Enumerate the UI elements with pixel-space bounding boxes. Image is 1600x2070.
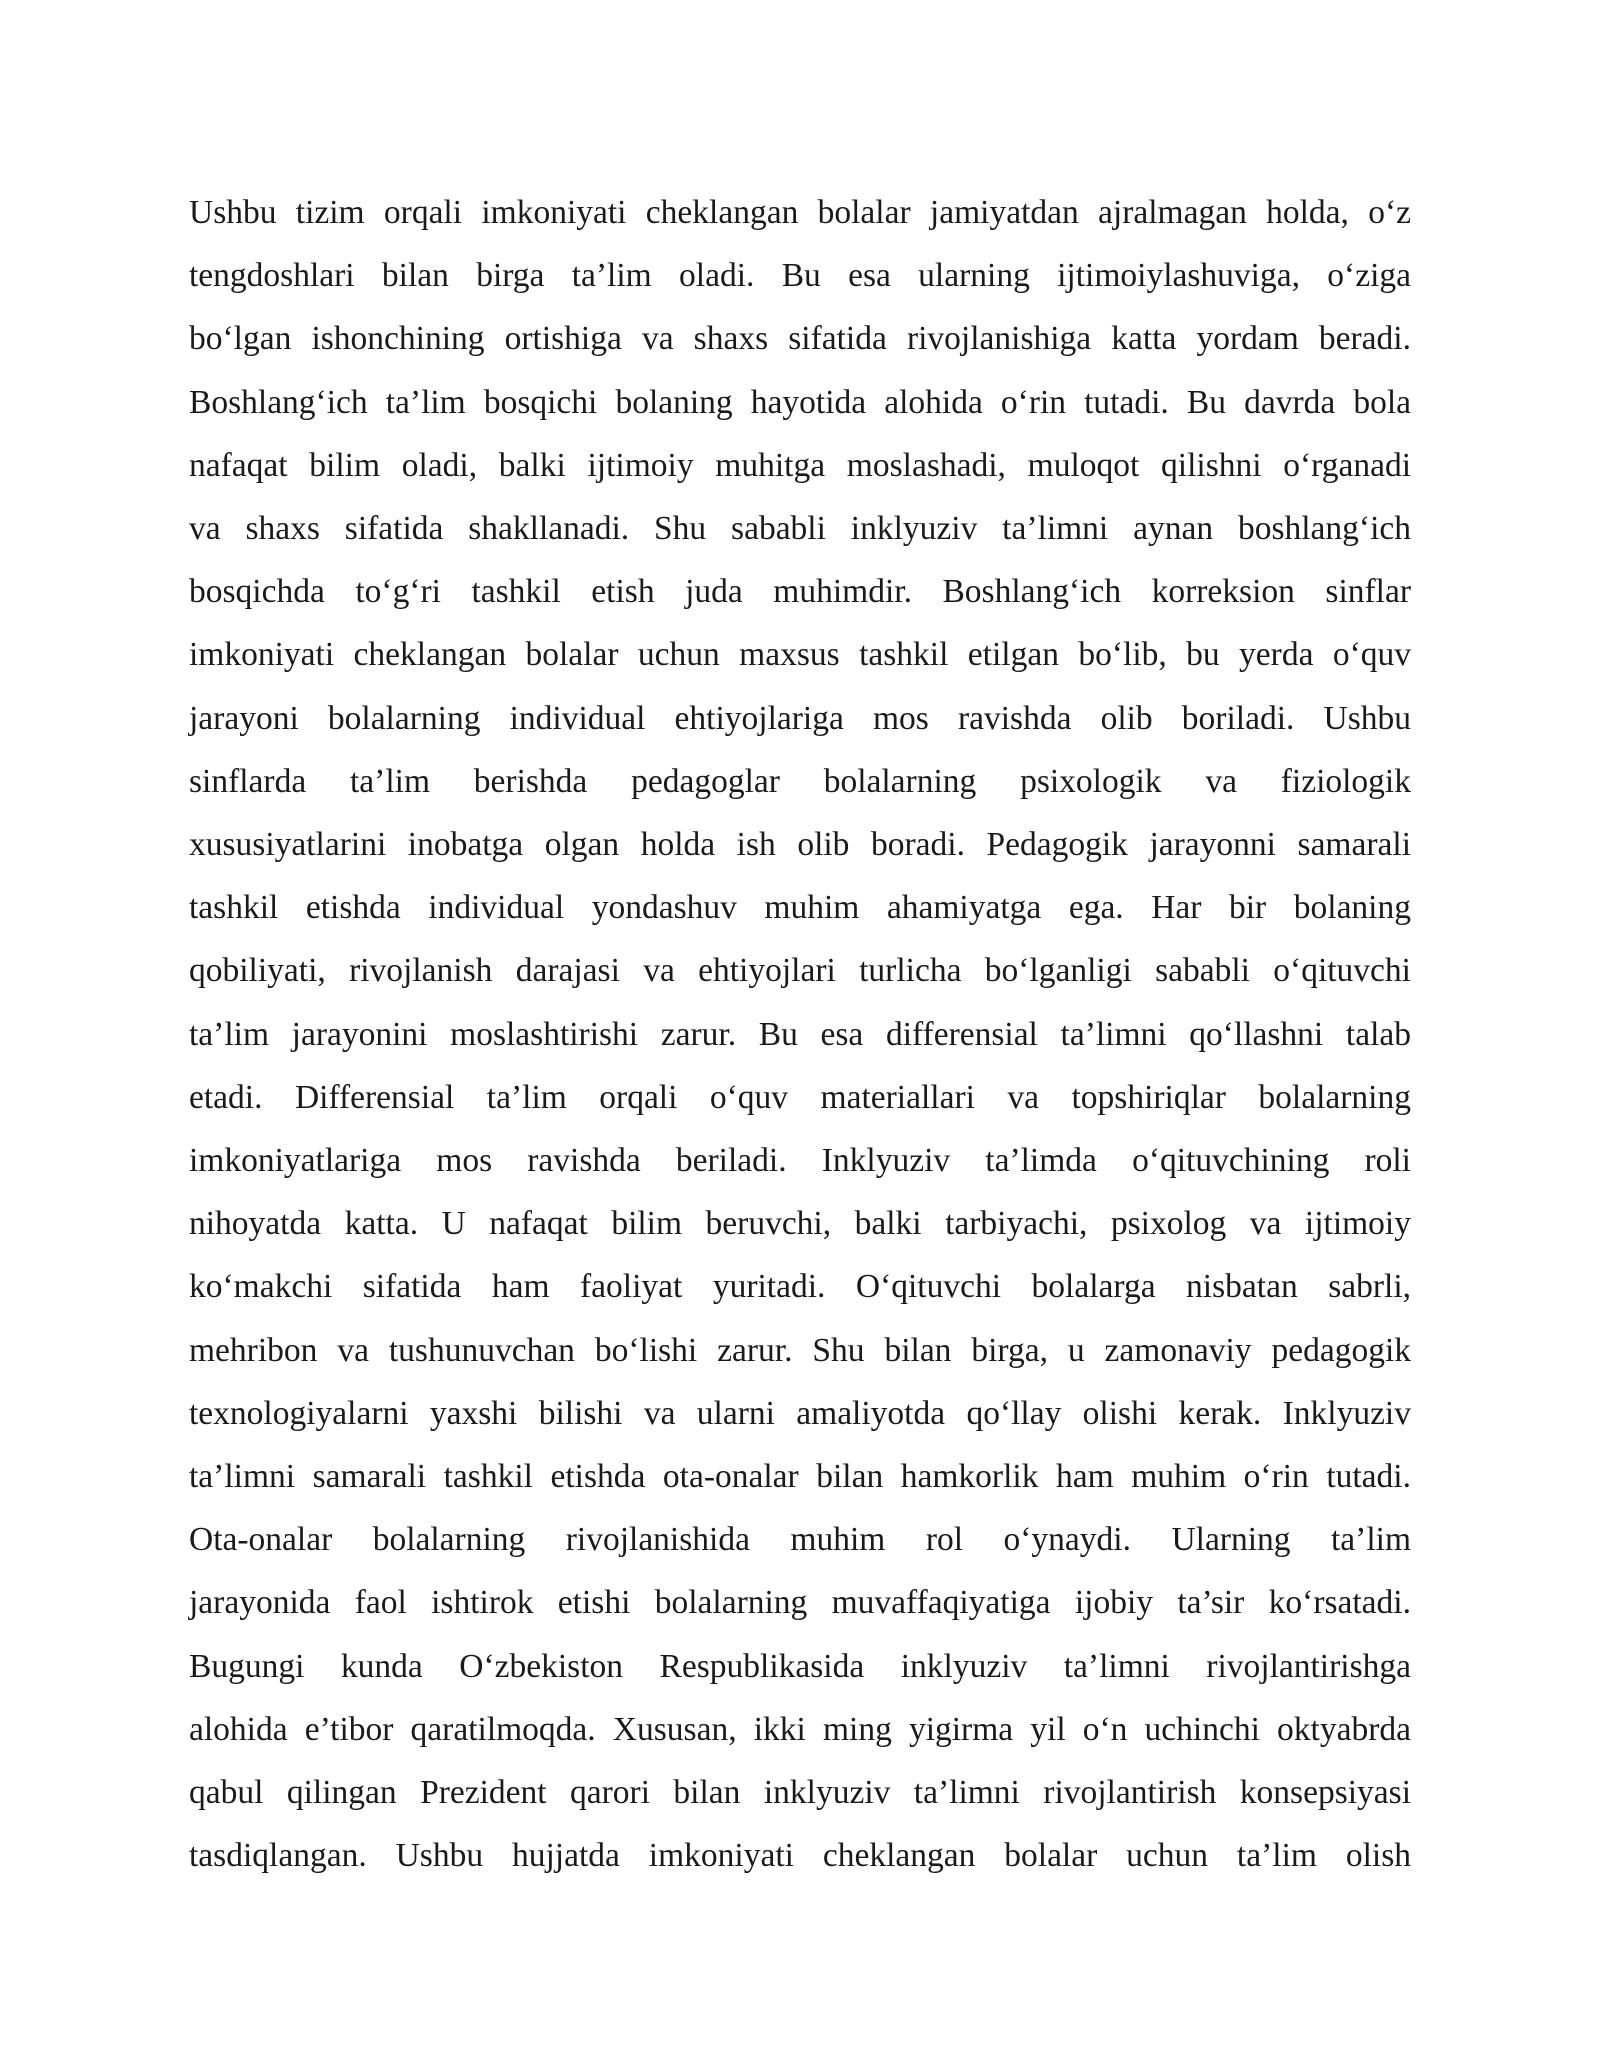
text-line: sinflarda ta’lim berishda pedagoglar bolalarning psixologik va fiziologik — [189, 762, 1411, 800]
text-line: Boshlang‘ich ta’lim bosqichi bolaning hayotida alohida o‘rin tutadi. Bu davrda bola — [189, 383, 1411, 421]
text-line: tashkil etishda individual yondashuv muhim ahamiyatga ega. Har bir bolaning — [189, 889, 1411, 927]
text-line: jarayoni bolalarning individual ehtiyojlariga mos ravishda olib boriladi. Ushbu — [189, 699, 1411, 737]
text-line: tengdoshlari bilan birga ta’lim oladi. Bu esa ularning ijtimoiylashuviga, o‘ziga — [189, 257, 1411, 295]
text-line: imkoniyati cheklangan bolalar uchun maxsus tashkil etilgan bo‘lib, bu yerda o‘quv — [189, 636, 1411, 674]
text-line: qobiliyati, rivojlanish darajasi va ehtiyojlari turlicha bo‘lganligi sababli o‘qituvchi — [189, 952, 1411, 990]
text-line: Ota-onalar bolalarning rivojlanishida muhim rol o‘ynaydi. Ularning ta’lim — [189, 1521, 1411, 1559]
text-line: imkoniyatlariga mos ravishda beriladi. Inklyuziv ta’limda o‘qituvchining roli — [189, 1142, 1411, 1180]
text-line: jarayonida faol ishtirok etishi bolalarning muvaffaqiyatiga ijobiy ta’sir ko‘rsatadi. — [189, 1584, 1411, 1622]
text-line: Bugungi kunda O‘zbekiston Respublikasida inklyuziv ta’limni rivojlantirishga — [189, 1647, 1411, 1685]
text-line: Ushbu tizim orqali imkoniyati cheklangan bolalar jamiyatdan ajralmagan holda, o‘z — [189, 194, 1411, 231]
text-line: nafaqat bilim oladi, balki ijtimoiy muhitga moslashadi, muloqot qilishni o‘rganadi — [189, 446, 1411, 484]
text-line: alohida e’tibor qaratilmoqda. Xususan, ikki ming yigirma yil o‘n uchinchi oktyabrda — [189, 1710, 1411, 1748]
text-line: tasdiqlangan. Ushbu hujjatda imkoniyati cheklangan bolalar uchun ta’lim olish — [189, 1837, 1411, 1875]
text-line: mehribon va tushunuvchan bo‘lishi zarur. Shu bilan birga, u zamonaviy pedagogik — [189, 1331, 1411, 1369]
text-line: xususiyatlarini inobatga olgan holda ish olib boradi. Pedagogik jarayonni samarali — [189, 826, 1411, 864]
text-line: ko‘makchi sifatida ham faoliyat yuritadi. O‘qituvchi bolalarga nisbatan sabrli, — [189, 1268, 1411, 1306]
text-line: ta’lim jarayonini moslashtirishi zarur. Bu esa differensial ta’limni qo‘llashni talab — [189, 1015, 1411, 1053]
text-line: bosqichda to‘g‘ri tashkil etish juda muhimdir. Boshlang‘ich korreksion sinflar — [189, 573, 1411, 611]
text-line: nihoyatda katta. U nafaqat bilim beruvchi, balki tarbiyachi, psixolog va ijtimoiy — [189, 1205, 1411, 1243]
text-line: qabul qilingan Prezident qarori bilan inklyuziv ta’limni rivojlantirish konsepsiyasi — [189, 1774, 1411, 1812]
text-line: ta’limni samarali tashkil etishda ota-onalar bilan hamkorlik ham muhim o‘rin tutadi. — [189, 1458, 1411, 1496]
text-line: texnologiyalarni yaxshi bilishi va ularni amaliyotda qo‘llay olishi kerak. Inklyuziv — [189, 1394, 1411, 1432]
text-line: bo‘lgan ishonchining ortishiga va shaxs sifatida rivojlanishiga katta yordam beradi. — [189, 320, 1411, 358]
text-line: etadi. Differensial ta’lim orqali o‘quv materiallari va topshiriqlar bolalarning — [189, 1078, 1411, 1116]
text-line: va shaxs sifatida shakllanadi. Shu sababli inklyuziv ta’limni aynan boshlang‘ich — [189, 510, 1411, 548]
body-paragraph — [189, 181, 1411, 1887]
